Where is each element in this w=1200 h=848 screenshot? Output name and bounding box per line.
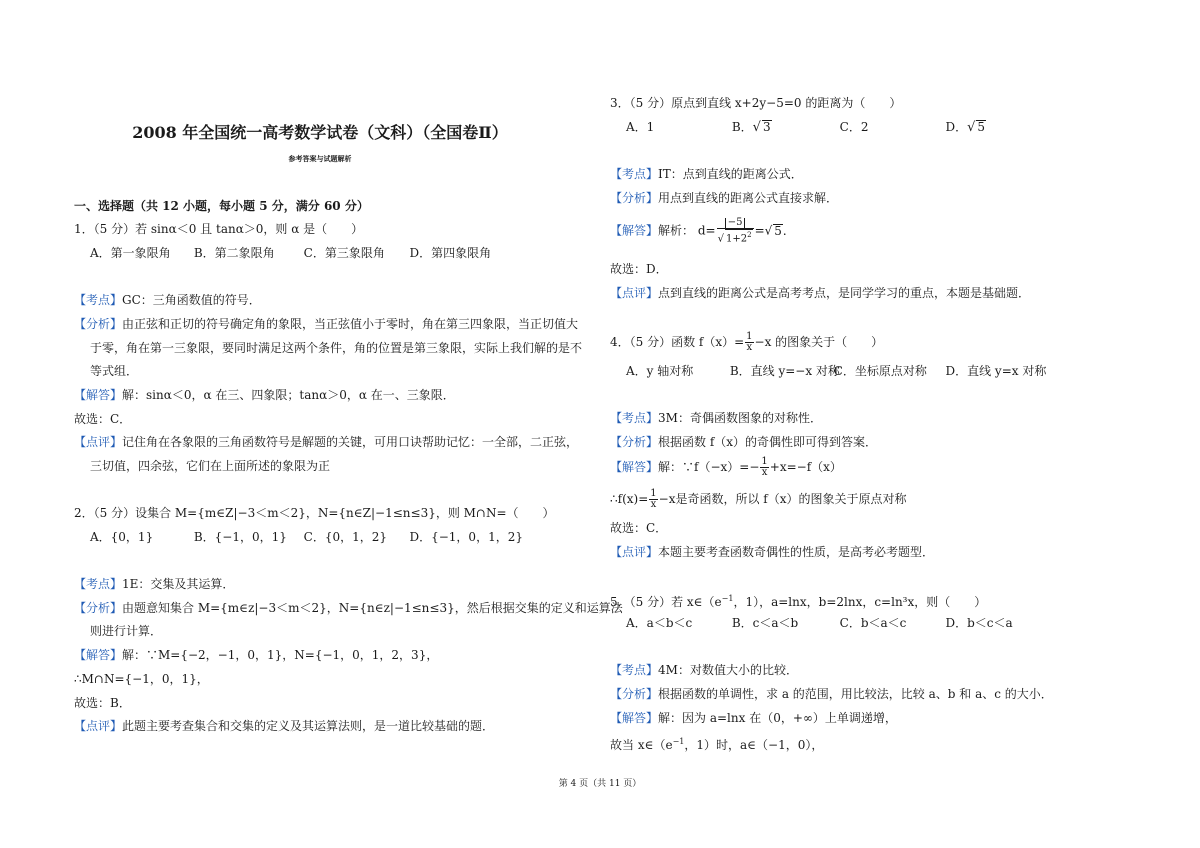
q2-fenxi-line-2: 则进行计算． [90,624,163,638]
q3-options [610,119,986,136]
sqrt-symbol: √ [717,233,724,245]
kaodian-tag: 【考点】 [74,577,123,591]
q5-fenxi [610,686,1053,702]
q3-den-exponent: 2 [747,231,752,239]
q3-fenxi [610,190,838,206]
q4-dianping [610,544,934,560]
q2-jieda [74,647,438,663]
q4-stem-a: 4．（5 分）函数 f（x）= [610,335,745,349]
fraction-denominator: x [650,499,657,510]
q4-line2-b: −x是奇函数，所以 f（x）的图象关于原点对称 [658,492,907,506]
q3-jieda-eq: = [754,223,765,238]
q1-dianping-line-2: 三切值，四余弦，它们在上面所述的象限为正 [90,459,331,473]
q4-jieda [610,456,842,478]
q1-stem: 1．（5 分）若 sinα＜0 且 tanα＞0，则 α 是（ ） [74,222,364,236]
sqrt-symbol: √ [967,120,976,135]
q3-kaodian [610,166,803,182]
q4-jieda-b: +x=−f（x） [769,460,842,474]
q3-option-d [945,119,986,136]
q1-fenxi [74,316,578,332]
q5-line2-b: ，1）时，a∈（−1，0）， [684,738,824,752]
q2-option-c: C．{0，1，2} [303,530,388,544]
q3-jieda [610,218,795,244]
fraction-numerator [717,218,754,229]
page-title: 2008 年全国统一高考数学试卷（文科）（全国卷Ⅱ） [132,123,508,142]
q3-distance-fraction [717,218,754,244]
q3-stem: 3．（5 分）原点到直线 x+2y−5=0 的距离为（ ） [610,96,902,110]
q1-option-b: B．第二象限角 [193,246,275,260]
q1-fenxi-line-3: 等式组． [90,364,139,378]
q5-options [610,615,1013,631]
q4-fenxi-text: 根据函数 f（x）的奇偶性即可得到答案． [658,435,878,449]
q1-option-d: D．第四象限角 [409,246,492,260]
page-footer: 第 4 页（共 11 页） [558,779,642,789]
q5-kaodian [610,662,798,678]
kaodian-tag: 【考点】 [74,293,123,307]
q4-line2-a: ∴f(x)= [610,492,649,506]
q4-stem-b: −x 的图象关于（ ） [754,335,884,349]
q1-kaodian [74,292,261,308]
q5-jieda [610,710,897,726]
q2-jieda-line-2: ∴M∩N={−1，0，1}， [74,672,209,686]
q5-stem-b: ，1），a=lnx，b=2lnx，c=ln³x，则（ ） [733,595,987,609]
q5-line2-a: 故当 x∈（e [610,738,673,752]
fraction-numerator: 1 [761,456,768,467]
q2-options [74,529,523,545]
fraction-denominator [717,229,754,244]
q4-option-c: C．坐标原点对称 [833,364,927,378]
q5-option-b: B．c＜a＜b [731,616,799,630]
q5-kaodian-text: 4M：对数值大小的比较． [658,663,798,677]
dianping-tag: 【点评】 [610,286,659,300]
q5-jieda-text: 解：因为 a=lnx 在（0，+∞）上单调递增， [658,711,897,725]
q4-fraction [745,332,753,353]
q3-option-b-label: B． [731,120,753,134]
q5-fenxi-text: 根据函数的单调性，求 a 的范围，用比较法，比较 a、b 和 a、c 的大小． [658,687,1053,701]
sqrt-symbol: √ [752,120,761,135]
q5-jieda-line-2 [610,734,823,753]
q1-option-c: C．第三象限角 [303,246,385,260]
sqrt-symbol: √ [764,223,773,238]
kaodian-tag: 【考点】 [610,411,659,425]
q2-jieda-line-1: 解：∵M={−2，−1，0，1}，N={−1，0，1，2，3}， [122,648,439,662]
q5-stem-a: 5．（5 分）若 x∈（e [610,595,722,609]
dianping-tag: 【点评】 [74,719,123,733]
fraction-denominator: x [746,342,753,353]
q2-option-a: A．{0，1} [90,530,154,544]
jieda-tag: 【解答】 [610,711,659,725]
q2-fenxi-line-1: 由题意知集合 M={m∈z|−3＜m＜2}，N={n∈z|−1≤n≤3}，然后根据交集的定义和运算法 [122,601,623,615]
q1-jieda-text: 解：sinα＜0，α 在三、四象限；tanα＞0，α 在一、三象限． [122,388,455,402]
q1-dianping [74,434,578,450]
q3-kaodian-text: IT：点到直线的距离公式． [658,167,803,181]
page-subtitle: 参考答案与试题解析 [288,154,352,163]
fenxi-tag: 【分析】 [610,435,659,449]
q3-dianping-text: 点到直线的距离公式是高考考点，是同学学习的重点，本题是基础题． [658,286,1031,300]
q2-choice: 故选：B． [74,696,131,710]
q3-dianping [610,285,1030,301]
jieda-tag: 【解答】 [610,223,659,238]
q3-choice: 故选：D． [610,262,668,276]
q1-fenxi-line-1: 由正弦和正切的符号确定角的象限，当正弦值小于零时，角在第三四象限，当正切值大 [122,317,579,331]
q3-option-d-label: D． [945,120,968,134]
q4-option-d: D．直线 y=x 对称 [945,364,1047,378]
fenxi-tag: 【分析】 [610,687,659,701]
q2-stem: 2．（5 分）设集合 M={m∈Z|−3＜m＜2}，N={n∈Z|−1≤n≤3}，则 M∩N=（ ） [74,506,555,520]
q5-line2-exponent: −1 [672,737,685,746]
fraction-numerator: 1 [650,488,657,499]
q3-den-radicand [725,229,753,244]
q1-choice: 故选：C． [74,412,132,426]
q2-dianping-text: 此题主要考查集合和交集的定义及其运算法则，是一道比较基础的题． [122,719,495,733]
q3-option-c: C．2 [839,120,869,134]
fraction-numerator: 1 [746,331,753,342]
q5-option-d: D．b＜c＜a [945,616,1013,630]
q1-fenxi-line-2: 于零，角在第一三象限，要同时满足这两个条件，角的位置是第三象限，实际上我们解的是不 [90,341,583,355]
q1-options [74,245,491,261]
q4-jieda-fraction [760,457,768,478]
q4-kaodian-text: 3M：奇偶函数图象的对称性． [658,411,822,425]
q1-dianping-line-1: 记住角在各象限的三角函数符号是解题的关键，可用口诀帮助记忆：一全部，二正弦， [122,435,579,449]
q3-jieda-end: ． [782,223,795,238]
q2-kaodian-text: 1E：交集及其运算． [122,577,235,591]
q3-option-b-radicand: 3 [762,120,771,134]
q3-option-d-radicand: 5 [977,120,986,134]
q4-line2-fraction [649,489,657,510]
fraction-denominator: x [761,467,768,478]
q4-option-a: A．y 轴对称 [626,364,694,378]
q4-option-b: B．直线 y=−x 对称 [729,364,840,378]
q4-dianping-text: 本题主要考查函数奇偶性的性质，是高考必考题型． [658,545,935,559]
q4-jieda-a: 解：∵f（−x）=− [658,460,760,474]
q3-jieda-d: d= [697,223,716,238]
q5-option-a: A．a＜b＜c [626,616,693,630]
q4-options [610,363,1046,379]
q5-stem-exponent: −1 [721,594,734,603]
q3-jieda-result: 5 [774,223,782,238]
q5-option-c: C．b＜a＜c [839,616,907,630]
q4-kaodian [610,410,822,426]
q2-option-b: B．{−1，0，1} [193,530,287,544]
jieda-tag: 【解答】 [74,388,123,402]
q4-conclusion [610,488,907,510]
section-heading: 一、选择题（共 12 小题，每小题 5 分，满分 60 分） [74,199,369,213]
q2-option-d: D．{−1，0，1，2} [409,530,523,544]
q2-kaodian [74,576,234,592]
jieda-tag: 【解答】 [74,648,123,662]
dianping-tag: 【点评】 [74,435,123,449]
q1-kaodian-text: GC：三角函数值的符号． [122,293,261,307]
fenxi-tag: 【分析】 [74,601,123,615]
q3-option-b [732,119,836,136]
q5-stem [610,591,986,610]
kaodian-tag: 【考点】 [610,167,659,181]
q2-fenxi [74,600,623,616]
q1-jieda [74,387,455,403]
q4-stem [610,331,883,353]
q2-dianping [74,718,494,734]
q4-fenxi [610,434,877,450]
q3-den-base: 1+2 [725,233,748,245]
q1-option-a: A．第一象限角 [90,246,171,260]
dianping-tag: 【点评】 [610,545,659,559]
fenxi-tag: 【分析】 [74,317,123,331]
kaodian-tag: 【考点】 [610,663,659,677]
fenxi-tag: 【分析】 [610,191,659,205]
q3-fenxi-text: 用点到直线的距离公式直接求解． [658,191,839,205]
q4-choice: 故选：C． [610,521,668,535]
q3-jieda-prefix: 解析： [658,223,695,238]
q3-abs-value: −5 [725,218,746,228]
jieda-tag: 【解答】 [610,460,659,474]
q3-option-a: A．1 [626,120,655,134]
